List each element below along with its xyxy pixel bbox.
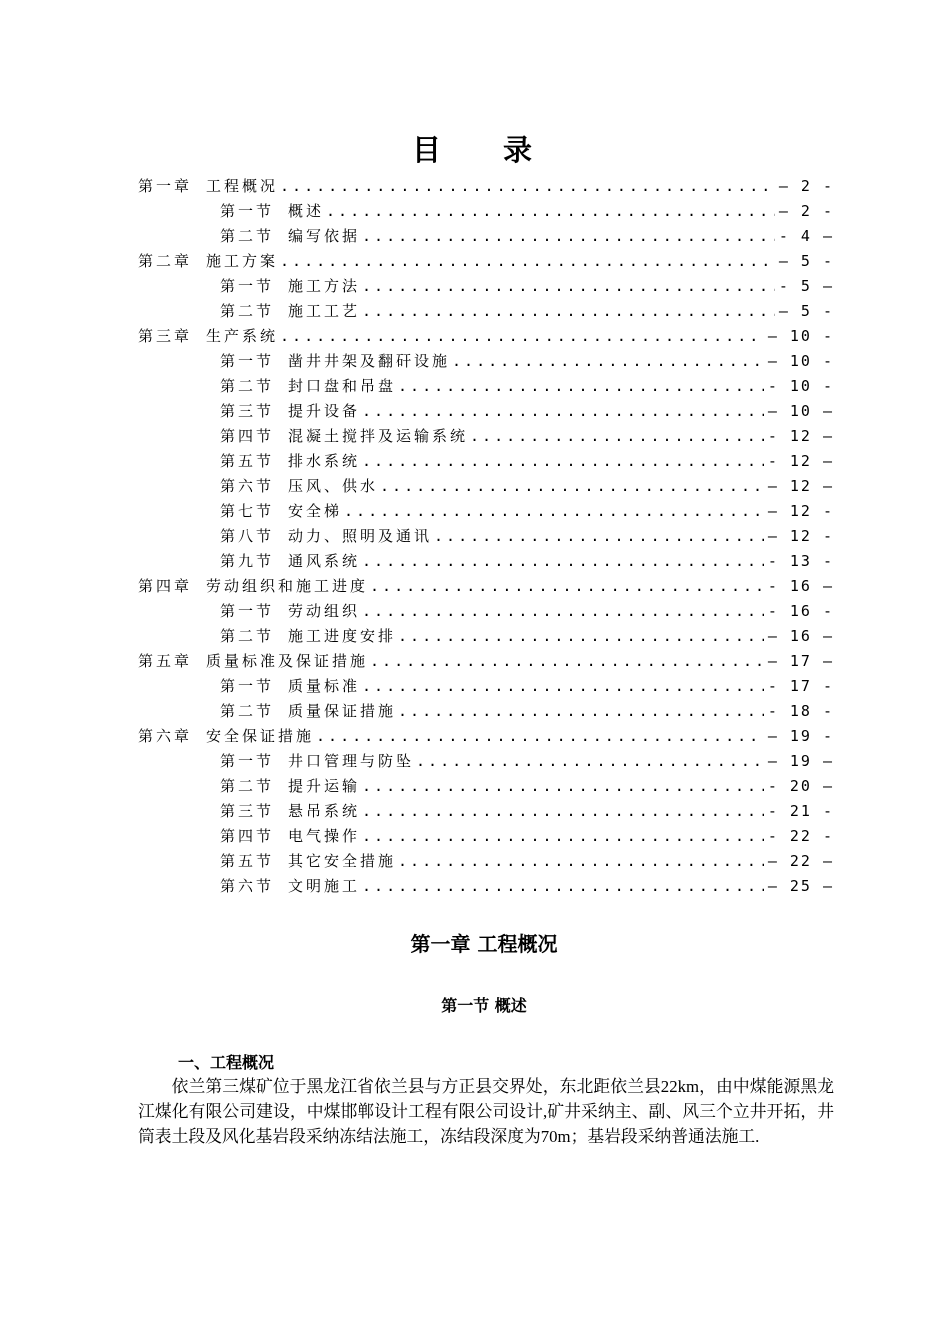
toc-chapter-entry[interactable]	[138, 249, 834, 274]
toc-section-entry[interactable]	[138, 849, 834, 874]
toc-page-number: — 5 -	[778, 302, 834, 320]
toc-section-entry[interactable]	[138, 399, 834, 424]
toc-title: 目 录	[411, 133, 559, 167]
toc-chapter-entry[interactable]	[138, 649, 834, 674]
toc-page-number: — 16 —	[767, 627, 834, 645]
table-of-contents	[138, 174, 834, 899]
toc-entry-title: 概述	[288, 202, 325, 220]
toc-page-number: — 10 —	[767, 402, 834, 420]
toc-page-number: — 12 —	[767, 477, 834, 495]
toc-dot-leader	[362, 874, 764, 899]
toc-entry-number: 第二节	[220, 377, 275, 395]
toc-entry-number: 第四节	[220, 827, 275, 845]
toc-entry-number: 第八节	[220, 527, 275, 545]
toc-section-entry[interactable]	[138, 699, 834, 724]
body-text	[138, 1074, 834, 1149]
toc-page-number: — 10 -	[767, 352, 834, 370]
toc-section-entry[interactable]	[138, 199, 834, 224]
toc-entry-number: 第二节	[220, 627, 275, 645]
toc-page-number: — 2 -	[778, 202, 834, 220]
toc-chapter-entry[interactable]	[138, 324, 834, 349]
toc-dot-leader	[380, 474, 764, 499]
toc-section-entry[interactable]	[138, 599, 834, 624]
toc-dot-leader	[316, 724, 764, 749]
toc-dot-leader	[362, 599, 764, 624]
toc-page-number: — 12 -	[767, 502, 834, 520]
chapter-heading: 第一章 工程概况	[410, 932, 558, 956]
toc-page-number: — 25 —	[767, 877, 834, 895]
toc-dot-leader	[398, 699, 764, 724]
toc-page-number: - 22 -	[767, 827, 834, 845]
toc-entry-title: 劳动组织和施工进度	[206, 577, 369, 595]
toc-page-number: - 21 -	[767, 802, 834, 820]
toc-page-number: — 22 —	[767, 852, 834, 870]
toc-page-number: - 17 -	[767, 677, 834, 695]
toc-dot-leader	[452, 349, 764, 374]
toc-section-entry[interactable]	[138, 449, 834, 474]
toc-entry-title: 提升设备	[288, 402, 361, 420]
toc-entry-number: 第二章	[138, 252, 193, 270]
toc-entry-title: 压风、供水	[288, 477, 379, 495]
toc-entry-title: 井口管理与防坠	[288, 752, 415, 770]
toc-dot-leader	[362, 774, 764, 799]
toc-entry-number: 第七节	[220, 502, 275, 520]
toc-dot-leader	[362, 674, 764, 699]
toc-entry-number: 第二节	[220, 227, 275, 245]
toc-page-number: - 16 -	[767, 602, 834, 620]
toc-dot-leader	[470, 424, 764, 449]
toc-entry-number: 第一节	[220, 352, 275, 370]
toc-page-number: - 16 —	[767, 577, 834, 595]
toc-section-entry[interactable]	[138, 824, 834, 849]
toc-entry-title: 排水系统	[288, 452, 361, 470]
toc-entry-number: 第三节	[220, 402, 275, 420]
toc-entry-title: 安全保证措施	[206, 727, 315, 745]
toc-page-number: — 12 -	[767, 527, 834, 545]
subsection-heading: 一、工程概况	[178, 1053, 275, 1072]
toc-chapter-entry[interactable]	[138, 174, 834, 199]
toc-dot-leader	[416, 749, 764, 774]
toc-entry-title: 质量保证措施	[288, 702, 397, 720]
toc-dot-leader	[362, 799, 764, 824]
toc-dot-leader	[362, 449, 764, 474]
toc-entry-title: 劳动组织	[288, 602, 361, 620]
toc-section-entry[interactable]	[138, 499, 834, 524]
toc-page-number: - 13 -	[767, 552, 834, 570]
toc-entry-number: 第五章	[138, 652, 193, 670]
toc-section-entry[interactable]	[138, 524, 834, 549]
toc-section-entry[interactable]	[138, 299, 834, 324]
toc-dot-leader	[398, 624, 764, 649]
toc-entry-title: 安全梯	[288, 502, 343, 520]
toc-entry-number: 第二节	[220, 702, 275, 720]
toc-section-entry[interactable]	[138, 474, 834, 499]
toc-entry-title: 混凝土搅拌及运输系统	[288, 427, 469, 445]
toc-page-number: — 19 —	[767, 752, 834, 770]
toc-entry-number: 第一节	[220, 752, 275, 770]
toc-entry-number: 第一节	[220, 677, 275, 695]
toc-dot-leader	[434, 524, 764, 549]
toc-page-number: - 12 —	[767, 427, 834, 445]
toc-dot-leader	[362, 824, 764, 849]
toc-entry-title: 施工工艺	[288, 302, 361, 320]
toc-dot-leader	[326, 199, 775, 224]
toc-section-entry[interactable]	[138, 224, 834, 249]
toc-entry-number: 第四节	[220, 427, 275, 445]
section-heading: 第一节 概述	[441, 996, 527, 1015]
toc-entry-title: 电气操作	[288, 827, 361, 845]
toc-entry-number: 第三章	[138, 327, 193, 345]
toc-section-entry[interactable]	[138, 774, 834, 799]
toc-entry-title: 动力、照明及通讯	[288, 527, 433, 545]
toc-entry-number: 第六节	[220, 877, 275, 895]
toc-dot-leader	[362, 274, 775, 299]
toc-entry-number: 第六章	[138, 727, 193, 745]
toc-entry-title: 其它安全措施	[288, 852, 397, 870]
toc-page-number: — 19 -	[767, 727, 834, 745]
toc-entry-number: 第六节	[220, 477, 275, 495]
toc-entry-title: 提升运输	[288, 777, 361, 795]
toc-dot-leader	[362, 224, 775, 249]
toc-entry-title: 施工方法	[288, 277, 361, 295]
toc-section-entry[interactable]	[138, 549, 834, 574]
toc-section-entry[interactable]	[138, 674, 834, 699]
toc-entry-number: 第一节	[220, 202, 275, 220]
toc-entry-title: 生产系统	[206, 327, 279, 345]
toc-section-entry[interactable]	[138, 799, 834, 824]
toc-dot-leader	[362, 399, 764, 424]
toc-dot-leader	[362, 549, 764, 574]
toc-entry-number: 第二节	[220, 777, 275, 795]
toc-page-number: - 20 —	[767, 777, 834, 795]
toc-entry-title: 施工方案	[206, 252, 279, 270]
toc-section-entry[interactable]	[138, 749, 834, 774]
toc-entry-number: 第五节	[220, 452, 275, 470]
toc-dot-leader	[344, 499, 764, 524]
toc-entry-title: 工程概况	[206, 177, 279, 195]
toc-page-number: - 5 —	[778, 277, 834, 295]
toc-chapter-entry[interactable]	[138, 574, 834, 599]
toc-dot-leader	[280, 174, 775, 199]
toc-dot-leader	[370, 574, 764, 599]
toc-section-entry[interactable]	[138, 624, 834, 649]
body-paragraph: 依兰第三煤矿位于黑龙江省依兰县与方正县交界处，东北距依兰县22km，由中煤能源黑龙江煤化有限公司建设，中煤邯郸设计工程有限公司设计,矿井采纳主、副、风三个立井开拓，井筒表土段及风化基岩段采纳冻结法施工，冻结段深度为70m；基岩段采纳普通法施工.	[138, 1077, 834, 1146]
toc-section-entry[interactable]	[138, 374, 834, 399]
toc-entry-number: 第一章	[138, 177, 193, 195]
toc-dot-leader	[370, 649, 764, 674]
toc-dot-leader	[280, 324, 764, 349]
toc-page-number: - 4 —	[778, 227, 834, 245]
toc-dot-leader	[362, 299, 775, 324]
toc-entry-number: 第一节	[220, 602, 275, 620]
toc-section-entry[interactable]	[138, 274, 834, 299]
toc-page-number: — 17 —	[767, 652, 834, 670]
toc-entry-title: 施工进度安排	[288, 627, 397, 645]
toc-entry-number: 第一节	[220, 277, 275, 295]
toc-page-number: — 10 -	[767, 327, 834, 345]
toc-chapter-entry[interactable]	[138, 724, 834, 749]
toc-section-entry[interactable]	[138, 424, 834, 449]
toc-page-number: - 18 -	[767, 702, 834, 720]
toc-entry-title: 文明施工	[288, 877, 361, 895]
toc-entry-number: 第四章	[138, 577, 193, 595]
toc-page-number: - 12 —	[767, 452, 834, 470]
toc-dot-leader	[280, 249, 775, 274]
toc-entry-number: 第二节	[220, 302, 275, 320]
toc-entry-title: 凿井井架及翻矸设施	[288, 352, 451, 370]
toc-dot-leader	[398, 849, 764, 874]
toc-entry-title: 封口盘和吊盘	[288, 377, 397, 395]
toc-entry-title: 编写依据	[288, 227, 361, 245]
toc-page-number: - 10 -	[767, 377, 834, 395]
toc-entry-title: 质量标准	[288, 677, 361, 695]
toc-section-entry[interactable]	[138, 349, 834, 374]
toc-page-number: — 5 -	[778, 252, 834, 270]
toc-entry-title: 质量标准及保证措施	[206, 652, 369, 670]
toc-entry-title: 悬吊系统	[288, 802, 361, 820]
toc-entry-number: 第九节	[220, 552, 275, 570]
toc-entry-title: 通风系统	[288, 552, 361, 570]
toc-section-entry[interactable]	[138, 874, 834, 899]
toc-dot-leader	[398, 374, 764, 399]
toc-entry-number: 第五节	[220, 852, 275, 870]
toc-page-number: — 2 -	[778, 177, 834, 195]
toc-entry-number: 第三节	[220, 802, 275, 820]
